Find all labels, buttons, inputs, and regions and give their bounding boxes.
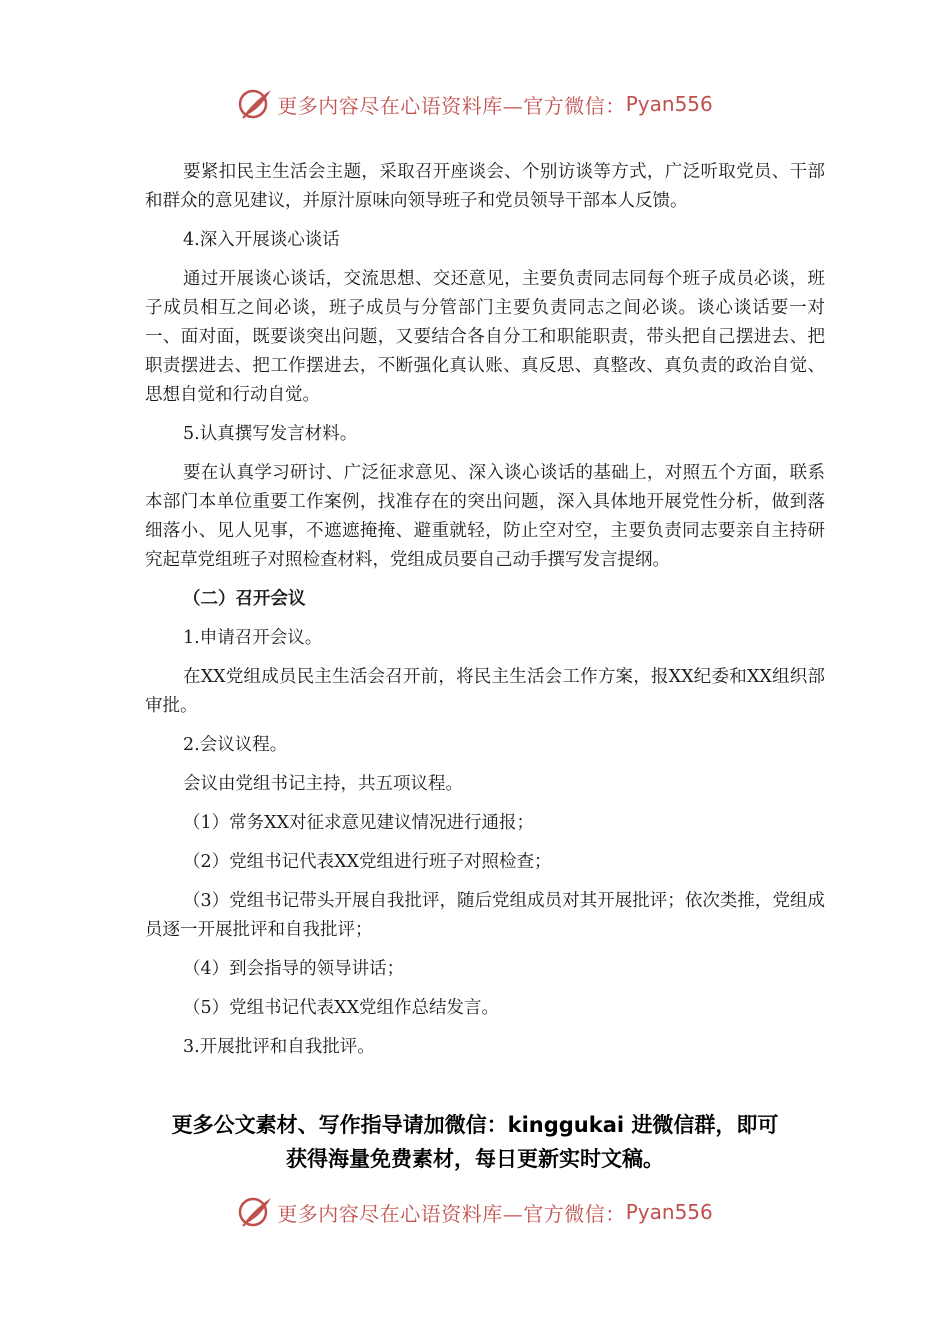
paragraph: 会议由党组书记主持，共五项议程。 [183,774,463,794]
agenda-item: （1）常务XX对征求意见建议情况进行通报； [183,813,535,833]
quill-logo-icon [237,1194,273,1230]
agenda-item: （5）党组书记代表XX党组作总结发言。 [183,998,500,1018]
agenda-item: （4）到会指导的领导讲话； [183,959,405,979]
section-heading: （二）召开会议 [183,589,306,609]
banner-text: 更多内容尽在心语资料库—官方微信： [277,93,626,118]
promo-line-2: 获得海量免费素材，每日更新实时文稿。 [286,1147,664,1171]
banner-wechat-id: Pyan556 [625,1200,713,1224]
paragraph: 要紧扣民主生活会主题，采取召开座谈会、个别访谈等方式，广泛听取党员、干部和群众的意见建议，并原汁原味向领导班子和党员领导干部本人反馈。 [145,162,825,211]
paragraph-heading: 3.开展批评和自我批评。 [183,1037,375,1057]
agenda-item: （3）党组书记带头开展自我批评，随后党组成员对其开展批评；依次类推，党组成员逐一开展批评和自我批评； [145,891,825,940]
agenda-item: （2）党组书记代表XX党组进行班子对照检查； [183,852,552,872]
promo-notice [0,1108,950,1176]
document-body [145,158,825,1072]
paragraph-heading: 4.深入开展谈心谈话 [183,230,340,250]
banner-text: 更多内容尽在心语资料库—官方微信： [277,1201,626,1226]
paragraph: 通过开展谈心谈话，交流思想、交还意见，主要负责同志同每个班子成员必谈，班子成员相互之间必谈，班子成员与分管部门主要负责同志之间必谈。谈心谈话要一对一、面对面，既要谈突出问题，又要结合各自分工和职能职责，带头把自己摆进去、把职责摆进去、把工作摆进去，不断强化真认账、真反思、真整改、真负责的政治自觉、思想自觉和行动自觉。 [145,269,825,405]
paragraph-heading: 1.申请召开会议。 [183,628,323,648]
footer-banner [0,1192,950,1232]
quill-logo-icon [237,86,273,122]
paragraph-heading: 2.会议议程。 [183,735,288,755]
paragraph-heading: 5.认真撰写发言材料。 [183,424,358,444]
paragraph: 在XX党组成员民主生活会召开前，将民主生活会工作方案，报XX纪委和XX组织部审批。 [145,667,825,716]
paragraph: 要在认真学习研讨、广泛征求意见、深入谈心谈话的基础上，对照五个方面，联系本部门本单位重要工作案例，找准存在的突出问题，深入具体地开展党性分析，做到落细落小、见人见事，不遮遮掩掩、避重就轻，防止空对空，主要负责同志要亲自主持研究起草党组班子对照检查材料，党组成员要自己动手撰写发言提纲。 [145,463,825,570]
promo-line-1: 更多公文素材、写作指导请加微信：kinggukai 进微信群，即可 [171,1113,779,1137]
banner-wechat-id: Pyan556 [625,92,713,116]
header-banner [0,84,950,124]
